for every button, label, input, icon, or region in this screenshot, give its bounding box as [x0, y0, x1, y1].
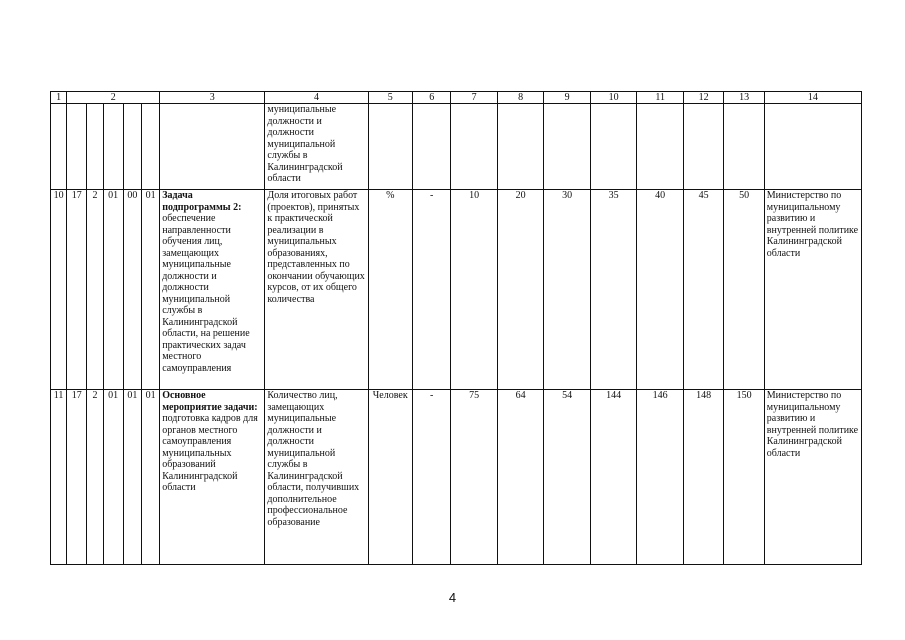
value-cell: 146: [637, 390, 684, 565]
code-cell: [141, 104, 159, 190]
name-bold: Основное мероприятие задачи:: [162, 390, 258, 413]
value-cell: [544, 104, 591, 190]
value-cell: [497, 104, 544, 190]
code-cell: 2: [87, 390, 103, 565]
header-col-13: 13: [724, 92, 764, 104]
base-cell: -: [412, 390, 450, 565]
name-cell: [160, 190, 265, 390]
name-text: подготовка кадров для органов местного самоуправления муниципальных образований Калининградской области: [162, 413, 258, 493]
value-cell: 30: [544, 190, 591, 390]
code-cell: 01: [103, 390, 123, 565]
name-bold: Задача подпрограммы 2:: [162, 190, 242, 213]
indicator-cell: муниципальные должности и должности муниципальной службы в Калининградской области: [265, 104, 368, 190]
header-col-12: 12: [683, 92, 723, 104]
code-cell: [123, 104, 141, 190]
column-number-row: [51, 92, 862, 104]
name-text: обеспечение направленности обучения лиц, замещающих муниципальные должности и должности муниципальной службы в Калининградской области, на решение практических задач местного самоуправления: [162, 213, 250, 374]
header-col-1: 1: [51, 92, 67, 104]
indicator-cell: Количество лиц, замещающих муниципальные должности и должности муниципальной службы в Калининградской области, получивших дополнительное профессиональное образование: [265, 390, 368, 565]
code-cell: [87, 104, 103, 190]
table-row: [51, 390, 862, 565]
value-cell: 20: [497, 190, 544, 390]
value-cell: [637, 104, 684, 190]
responsible-cell: Министерство по муниципальному развитию и внутренней политике Калининградской области: [764, 390, 861, 565]
value-cell: 144: [590, 390, 637, 565]
value-cell: 150: [724, 390, 764, 565]
header-col-3: 3: [160, 92, 265, 104]
header-col-7: 7: [451, 92, 498, 104]
value-cell: [683, 104, 723, 190]
value-cell: 10: [451, 190, 498, 390]
header-col-4: 4: [265, 92, 368, 104]
code-cell: 01: [141, 190, 159, 390]
value-cell: 40: [637, 190, 684, 390]
header-col-8: 8: [497, 92, 544, 104]
page-number: 4: [448, 590, 457, 605]
table-row: [51, 104, 862, 190]
value-cell: 148: [683, 390, 723, 565]
responsible-cell: Министерство по муниципальному развитию и внутренней политике Калининградской области: [764, 190, 861, 390]
base-cell: -: [412, 190, 450, 390]
responsible-cell: [764, 104, 861, 190]
table-row: [51, 190, 862, 390]
value-cell: 35: [590, 190, 637, 390]
code-cell: 01: [103, 190, 123, 390]
base-cell: [412, 104, 450, 190]
code-cell: 01: [123, 390, 141, 565]
value-cell: 75: [451, 390, 498, 565]
code-cell: 17: [67, 190, 87, 390]
code-cell: 2: [87, 190, 103, 390]
code-cell: [103, 104, 123, 190]
code-cell: 17: [67, 390, 87, 565]
value-cell: [590, 104, 637, 190]
value-cell: 50: [724, 190, 764, 390]
indicators-table: [50, 91, 862, 565]
header-col-14: 14: [764, 92, 861, 104]
value-cell: 54: [544, 390, 591, 565]
name-cell: [160, 104, 265, 190]
header-col-9: 9: [544, 92, 591, 104]
unit-cell: %: [368, 190, 412, 390]
row-number: 10: [51, 190, 67, 390]
header-col-6: 6: [412, 92, 450, 104]
value-cell: 45: [683, 190, 723, 390]
value-cell: 64: [497, 390, 544, 565]
code-cell: [67, 104, 87, 190]
header-col-11: 11: [637, 92, 684, 104]
row-number: 11: [51, 390, 67, 565]
header-col-2: 2: [67, 92, 160, 104]
indicator-cell: Доля итоговых работ (проектов), принятых к практической реализации в муниципальных образованиях, представленных по окончании обучающих курсов, от их общего количества: [265, 190, 368, 390]
row-number: [51, 104, 67, 190]
value-cell: [451, 104, 498, 190]
code-cell: 00: [123, 190, 141, 390]
name-cell: [160, 390, 265, 565]
unit-cell: [368, 104, 412, 190]
code-cell: 01: [141, 390, 159, 565]
header-col-5: 5: [368, 92, 412, 104]
unit-cell: Человек: [368, 390, 412, 565]
header-col-10: 10: [590, 92, 637, 104]
value-cell: [724, 104, 764, 190]
